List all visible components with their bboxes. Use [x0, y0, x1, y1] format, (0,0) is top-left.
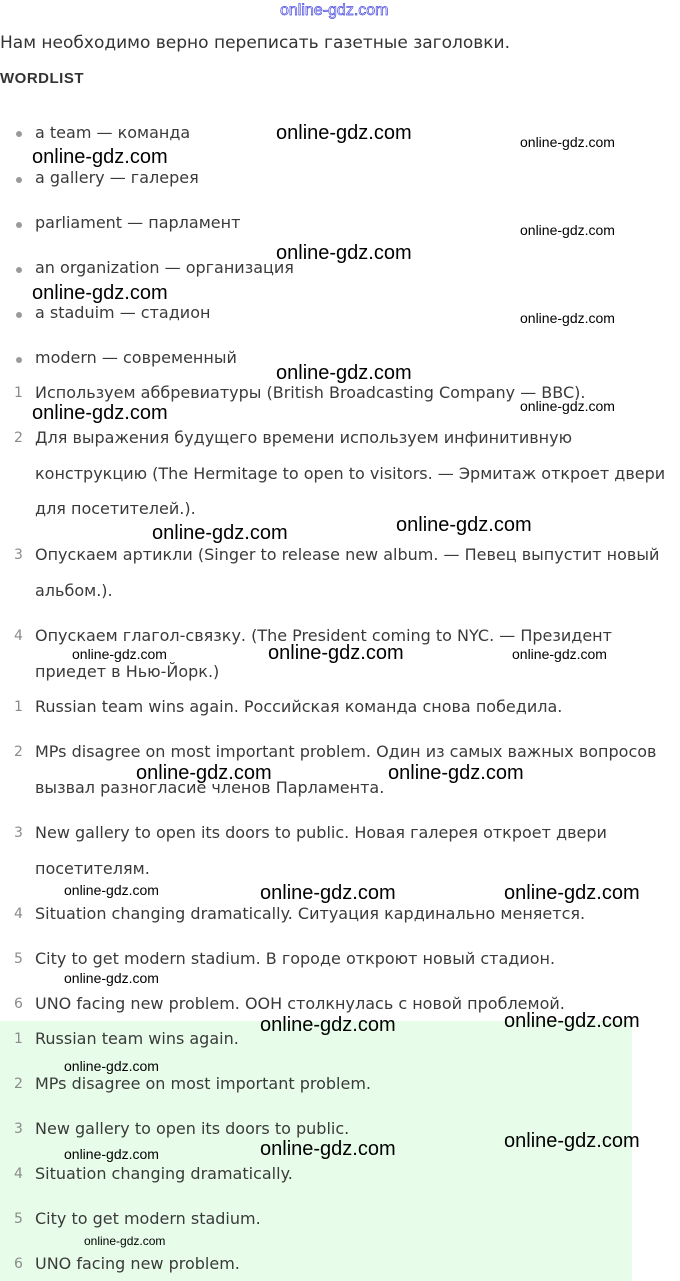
wordlist-item: a team — команда	[35, 123, 191, 142]
translation-line: City to get modern stadium. В городе откроют новый стадион.	[35, 949, 556, 968]
watermark-text: online-gdz.com	[260, 1014, 396, 1036]
bullet-icon	[16, 357, 22, 363]
answer-number: 3	[14, 1121, 23, 1137]
wordlist-item: an organization — организация	[35, 258, 294, 277]
rule-number: 1	[14, 385, 23, 401]
watermark-text: online-gdz.com	[152, 522, 288, 544]
site-header-logo[interactable]: online-gdz.com	[280, 2, 389, 19]
watermark-text: online-gdz.com	[520, 134, 615, 150]
translation-number: 1	[14, 699, 23, 715]
intro-text: Нам необходимо верно переписать газетные заголовки.	[0, 33, 510, 53]
watermark-text: online-gdz.com	[396, 514, 532, 536]
rule-number: 4	[14, 628, 23, 644]
watermark-text: online-gdz.com	[64, 970, 159, 986]
translation-number: 4	[14, 906, 23, 922]
bullet-icon	[16, 131, 22, 137]
translation-number: 5	[14, 951, 23, 967]
answer-line: UNO facing new problem.	[35, 1254, 240, 1273]
rule-number: 3	[14, 547, 23, 563]
watermark-text: online-gdz.com	[512, 646, 607, 662]
rule-line: Для выражения будущего времени используем инфинитивную	[35, 428, 573, 447]
rule-line: конструкцию (The Hermitage to open to visitors. — Эрмитаж откроет двери	[35, 464, 666, 483]
watermark-text: online-gdz.com	[520, 222, 615, 238]
watermark-text: online-gdz.com	[32, 282, 168, 304]
answer-line: New gallery to open its doors to public.	[35, 1119, 350, 1138]
watermark-text: online-gdz.com	[276, 362, 412, 384]
bullet-icon	[16, 312, 22, 318]
watermark-text: online-gdz.com	[520, 310, 615, 326]
answer-number: 1	[14, 1031, 23, 1047]
watermark-text: online-gdz.com	[32, 402, 168, 424]
bullet-icon	[16, 177, 22, 183]
rule-line: приедет в Нью-Йорк.)	[35, 662, 220, 681]
watermark-text: online-gdz.com	[64, 882, 159, 898]
rule-line: Используем аббревиатуры (British Broadcasting Company — BBC).	[35, 383, 586, 402]
rule-line: Опускаем глагол-связку. (The President coming to NYC. — Президент	[35, 626, 612, 645]
answer-number: 6	[14, 1256, 23, 1272]
answer-line: City to get modern stadium.	[35, 1209, 261, 1228]
watermark-text: online-gdz.com	[64, 1146, 159, 1162]
wordlist-item: a gallery — галерея	[35, 168, 199, 187]
rule-line: Опускаем артикли (Singer to release new album. — Певец выпустит новый	[35, 545, 660, 564]
translation-line: MPs disagree on most important problem. Один из самых важных вопросов	[35, 742, 657, 761]
answer-line: Russian team wins again.	[35, 1029, 239, 1048]
watermark-text: online-gdz.com	[260, 882, 396, 904]
rule-line: альбом.).	[35, 581, 113, 600]
watermark-text: online-gdz.com	[136, 762, 272, 784]
answer-number: 4	[14, 1166, 23, 1182]
wordlist-item: parliament — парламент	[35, 213, 241, 232]
answer-number: 2	[14, 1076, 23, 1092]
translation-line: UNO facing new problem. ООН столкнулась с новой проблемой.	[35, 994, 565, 1013]
watermark-text: online-gdz.com	[504, 1010, 640, 1032]
watermark-text: online-gdz.com	[260, 1138, 396, 1160]
bullet-icon	[16, 267, 22, 273]
translation-line: посетителям.	[35, 859, 150, 878]
translation-line: New gallery to open its doors to public. Новая галерея откроет двери	[35, 823, 607, 842]
translation-number: 3	[14, 825, 23, 841]
watermark-text: online-gdz.com	[276, 242, 412, 264]
watermark-text: online-gdz.com	[520, 398, 615, 414]
rule-line: для посетителей.).	[35, 499, 196, 518]
answer-number: 5	[14, 1211, 23, 1227]
wordlist-item: modern — современный	[35, 348, 237, 367]
watermark-text: online-gdz.com	[64, 1058, 159, 1074]
translation-number: 6	[14, 996, 23, 1012]
translation-line: Russian team wins again. Российская команда снова победила.	[35, 697, 563, 716]
watermark-text: online-gdz.com	[504, 882, 640, 904]
watermark-text: online-gdz.com	[276, 122, 412, 144]
watermark-text: online-gdz.com	[388, 762, 524, 784]
wordlist-heading: WORDLIST	[0, 70, 84, 87]
watermark-text: online-gdz.com	[72, 646, 167, 662]
watermark-text: online-gdz.com	[268, 642, 404, 664]
watermark-text: online-gdz.com	[504, 1130, 640, 1152]
answer-line: MPs disagree on most important problem.	[35, 1074, 371, 1093]
bullet-icon	[16, 222, 22, 228]
rule-number: 2	[14, 430, 23, 446]
translation-number: 2	[14, 744, 23, 760]
wordlist-item: a staduim — стадион	[35, 303, 211, 322]
watermark-text: online-gdz.com	[32, 146, 168, 168]
answer-line: Situation changing dramatically.	[35, 1164, 293, 1183]
translation-line: вызвал разногласие членов Парламента.	[35, 778, 385, 797]
watermark-text: online-gdz.com	[84, 1234, 166, 1248]
translation-line: Situation changing dramatically. Ситуация кардинально меняется.	[35, 904, 586, 923]
